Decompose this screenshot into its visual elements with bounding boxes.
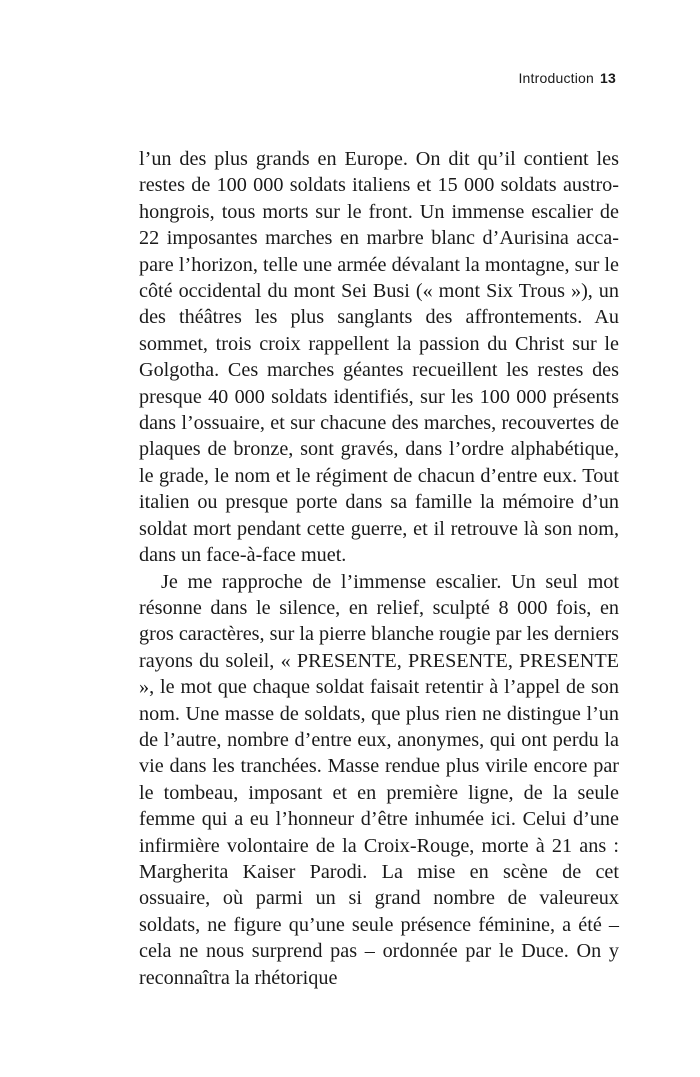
body-text (139, 146, 619, 991)
page-number: 13 (600, 70, 616, 86)
paragraph-continued: l’un des plus grands en Europe. On dit qu’il contient les restes de 100 000 soldats italiens et 15 000 soldats austro-hongrois, tous morts sur le front. Un immense escalier de 22 imposantes marches en marbre blanc d’Aurisina accapare l’horizon, telle une armée dévalant la montagne, sur le côté occidental du mont Sei Busi (« mont Six Trous »), un des théâtres les plus sanglants des affrontements. Au sommet, trois croix rappellent la passion du Christ sur le Golgotha. Ces marches géantes recueillent les restes des presque 40 000 soldats identifiés, sur les 100 000 présents dans l’ossuaire, et sur chacune des marches, recouvertes de plaques de bronze, sont gravés, dans l’ordre alphabétique, le grade, le nom et le régiment de chacun d’entre eux. Tout italien ou presque porte dans sa famille la mémoire d’un soldat mort pendant cette guerre, et il retrouve là son nom, dans un face-à-face muet. (139, 148, 619, 567)
paragraph: Je me rapproche de l’immense escalier. Un seul mot résonne dans le silence, en relief, sculpté 8 000 fois, en gros caractères, sur la pierre blanche rougie par les derniers rayons du soleil, « PRESENTE, PRESENTE, PRESENTE », le mot que chaque soldat faisait retentir à l’appel de son nom. Une masse de soldats, que plus rien ne distingue l’un de l’autre, nombre d’entre eux, anonymes, qui ont perdu la vie dans les tranchées. Masse rendue plus virile encore par le tombeau, imposant et en première ligne, de la seule femme qui a eu l’honneur d’être inhumée ici. Celui d’une infirmière volontaire de la Croix-Rouge, morte à 21 ans : Margherita Kaiser Parodi. La mise en scène de cet ossuaire, où parmi un si grand nombre de valeureux soldats, ne figure qu’une seule présence féminine, a été – cela ne nous surprend pas – ordonnée par le Duce. On y reconnaîtra la rhétorique (139, 570, 619, 989)
running-header (518, 70, 616, 86)
section-title: Introduction (518, 70, 595, 86)
